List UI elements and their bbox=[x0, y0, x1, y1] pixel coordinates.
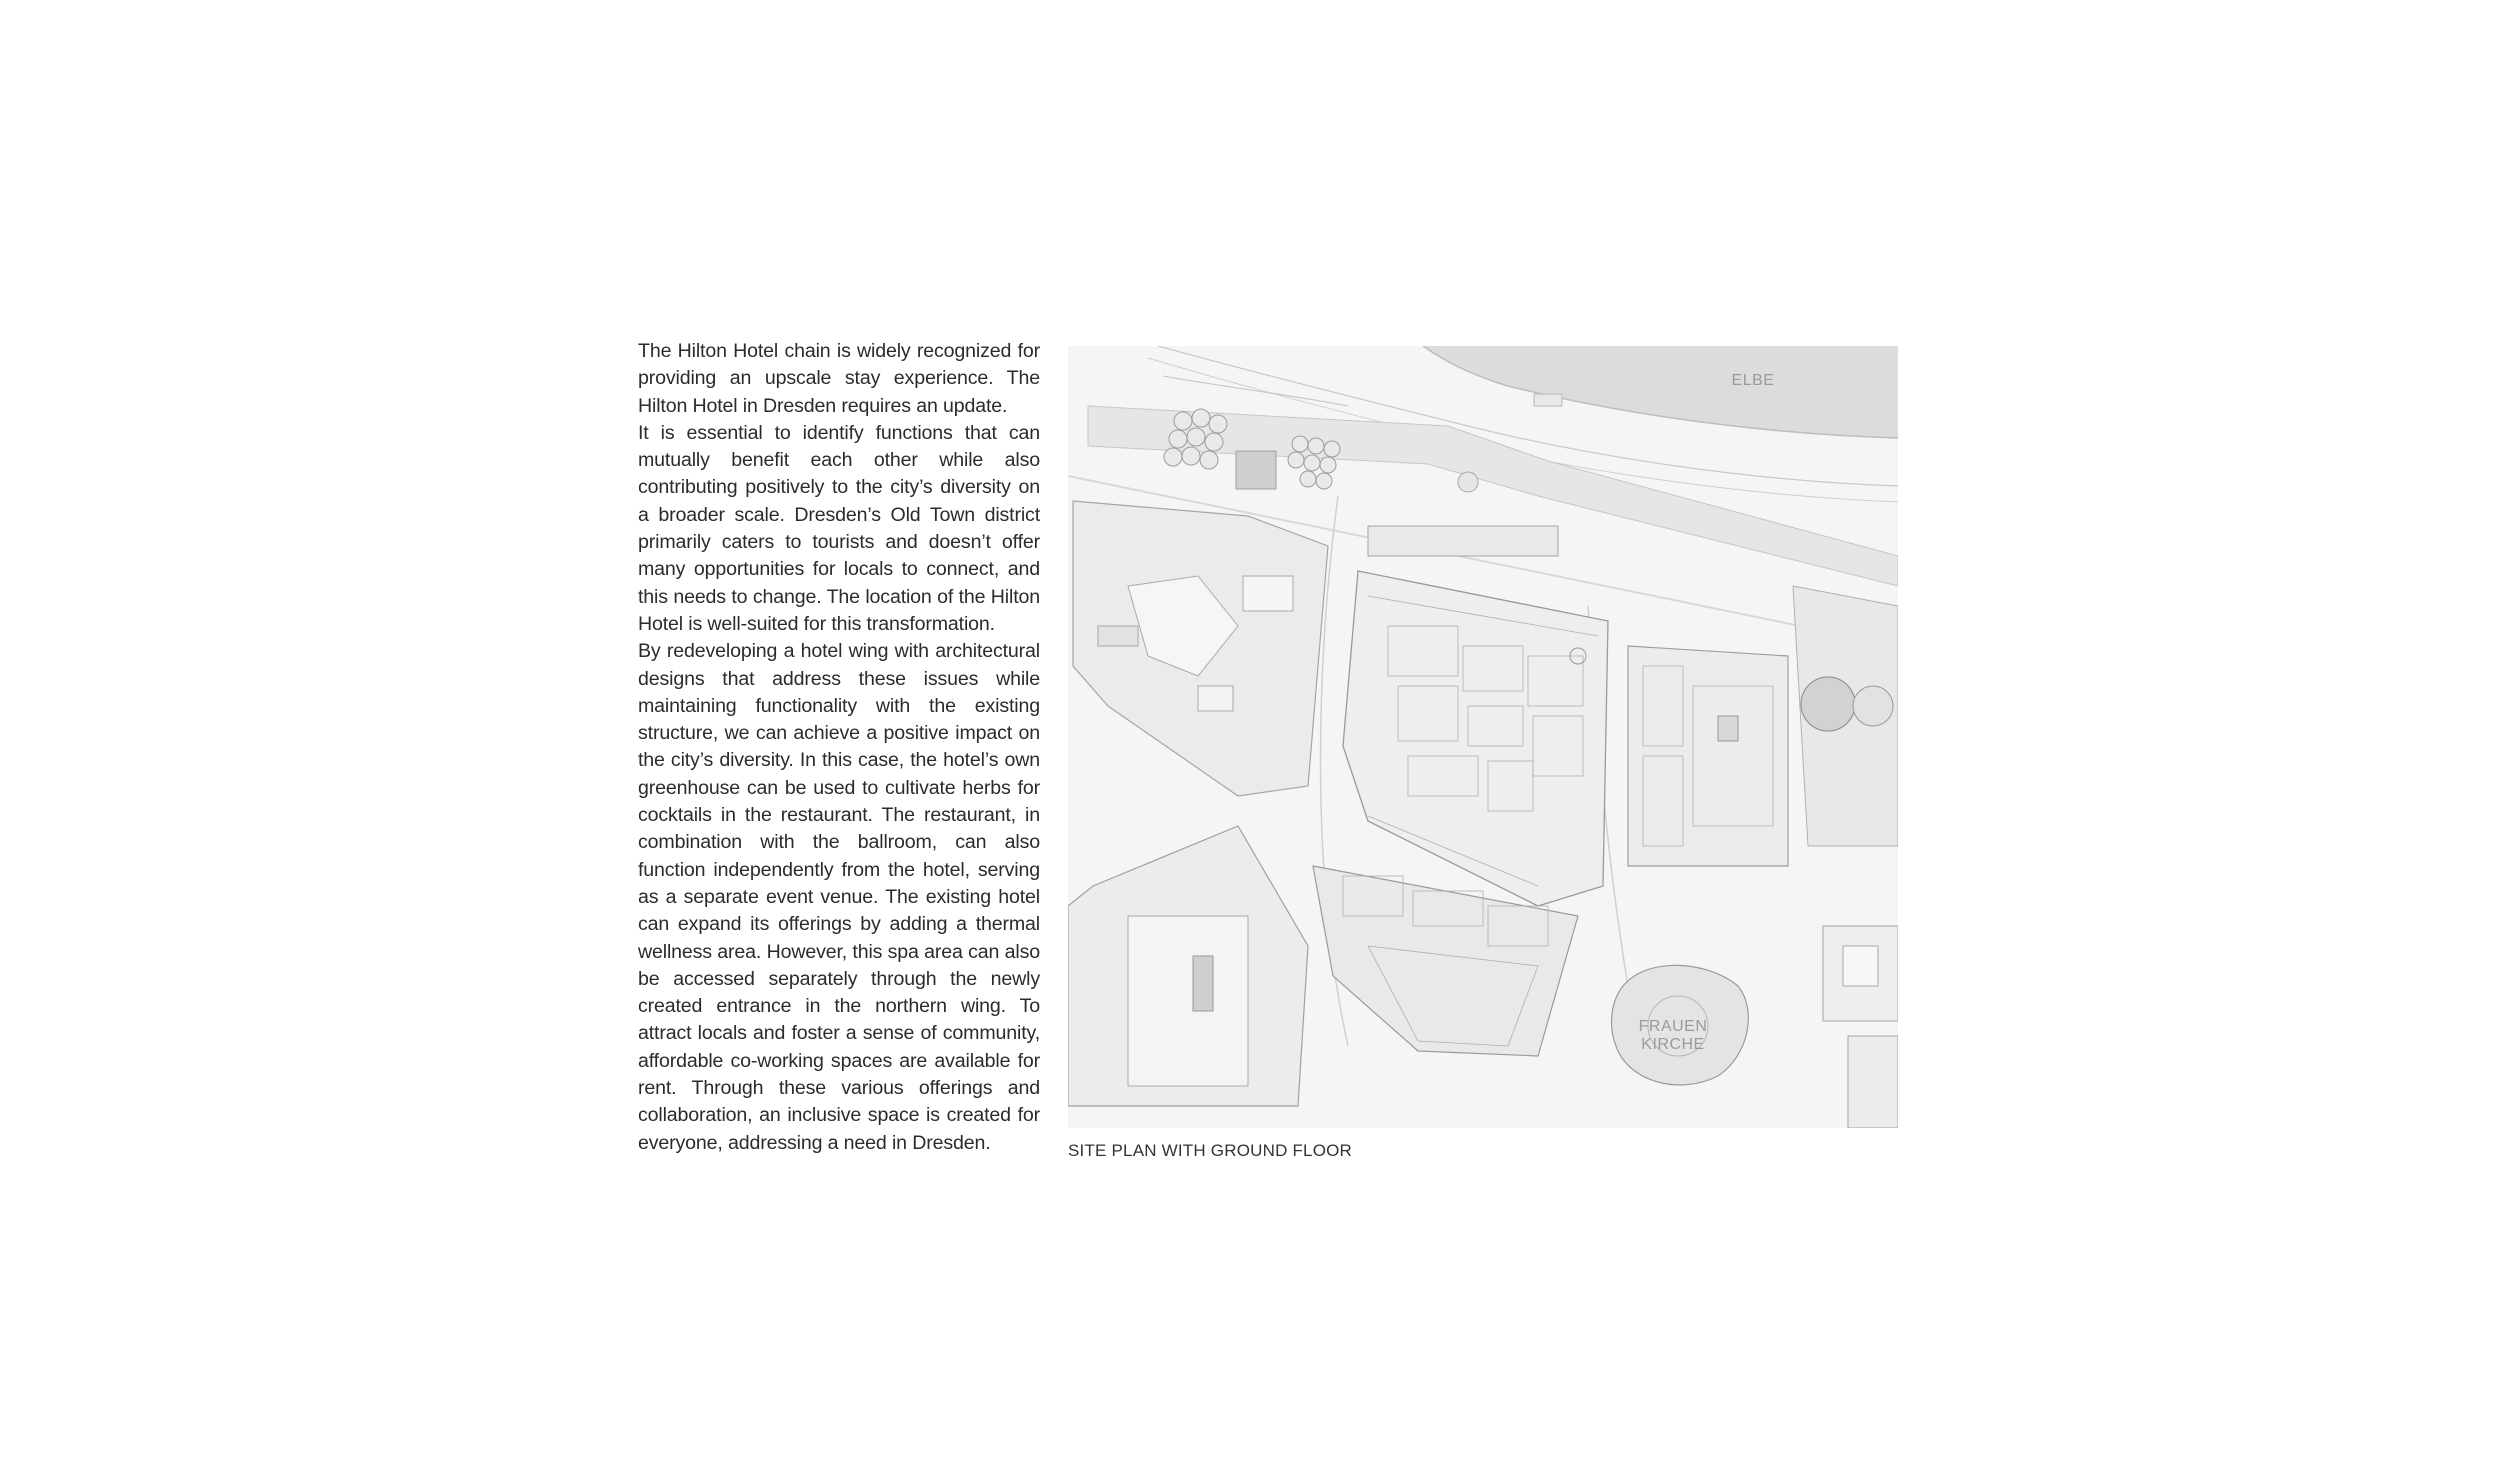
site-plan-drawing bbox=[1068, 346, 1898, 1128]
paragraph-intro: The Hilton Hotel chain is widely recognized for providing an upscale stay experience. The Hilton Hotel in Dresden requires an update. bbox=[638, 340, 1040, 417]
figure-caption: SITE PLAN WITH GROUND FLOOR bbox=[1068, 1141, 1353, 1160]
church-label-line2: KIRCHE bbox=[1641, 1036, 1705, 1053]
paragraph-redevelopment: By redeveloping a hotel wing with architectural designs that address these issues while maintaining functionality with the existing structure, we can achieve a positive impact on the city’s diversity. In this case, the hotel’s own greenhouse can be used to cultivate herbs for cocktails in the restaurant. The restaurant, in combination with the ballroom, can also function independently from the hotel, serving as a separate event venue. The existing hotel can expand its offerings by adding a thermal wellness area. However, this spa area can also be accessed separately through the newly created entrance in the northern wing. To attract locals and foster a sense of community, affordable co-working spaces are available for rent. Through these various offerings and collaboration, an inclusive space is created for everyone, addressing a need in Dresden. bbox=[638, 640, 1040, 1154]
body-text bbox=[638, 338, 1040, 1157]
paragraph-functions: It is essential to identify functions that can mutually benefit each other while also contributing positively to the city’s diversity on a broader scale. Dresden’s Old Town district primarily caters to tourists and doesn’t offer many opportunities for locals to connect, and this needs to change. The location of the Hilton Hotel is well-suited for this transformation. bbox=[638, 421, 1040, 635]
site-plan-image bbox=[1068, 346, 1898, 1128]
church-label-line1: FRAUEN bbox=[1638, 1018, 1708, 1035]
river-label: ELBE bbox=[1731, 372, 1775, 389]
